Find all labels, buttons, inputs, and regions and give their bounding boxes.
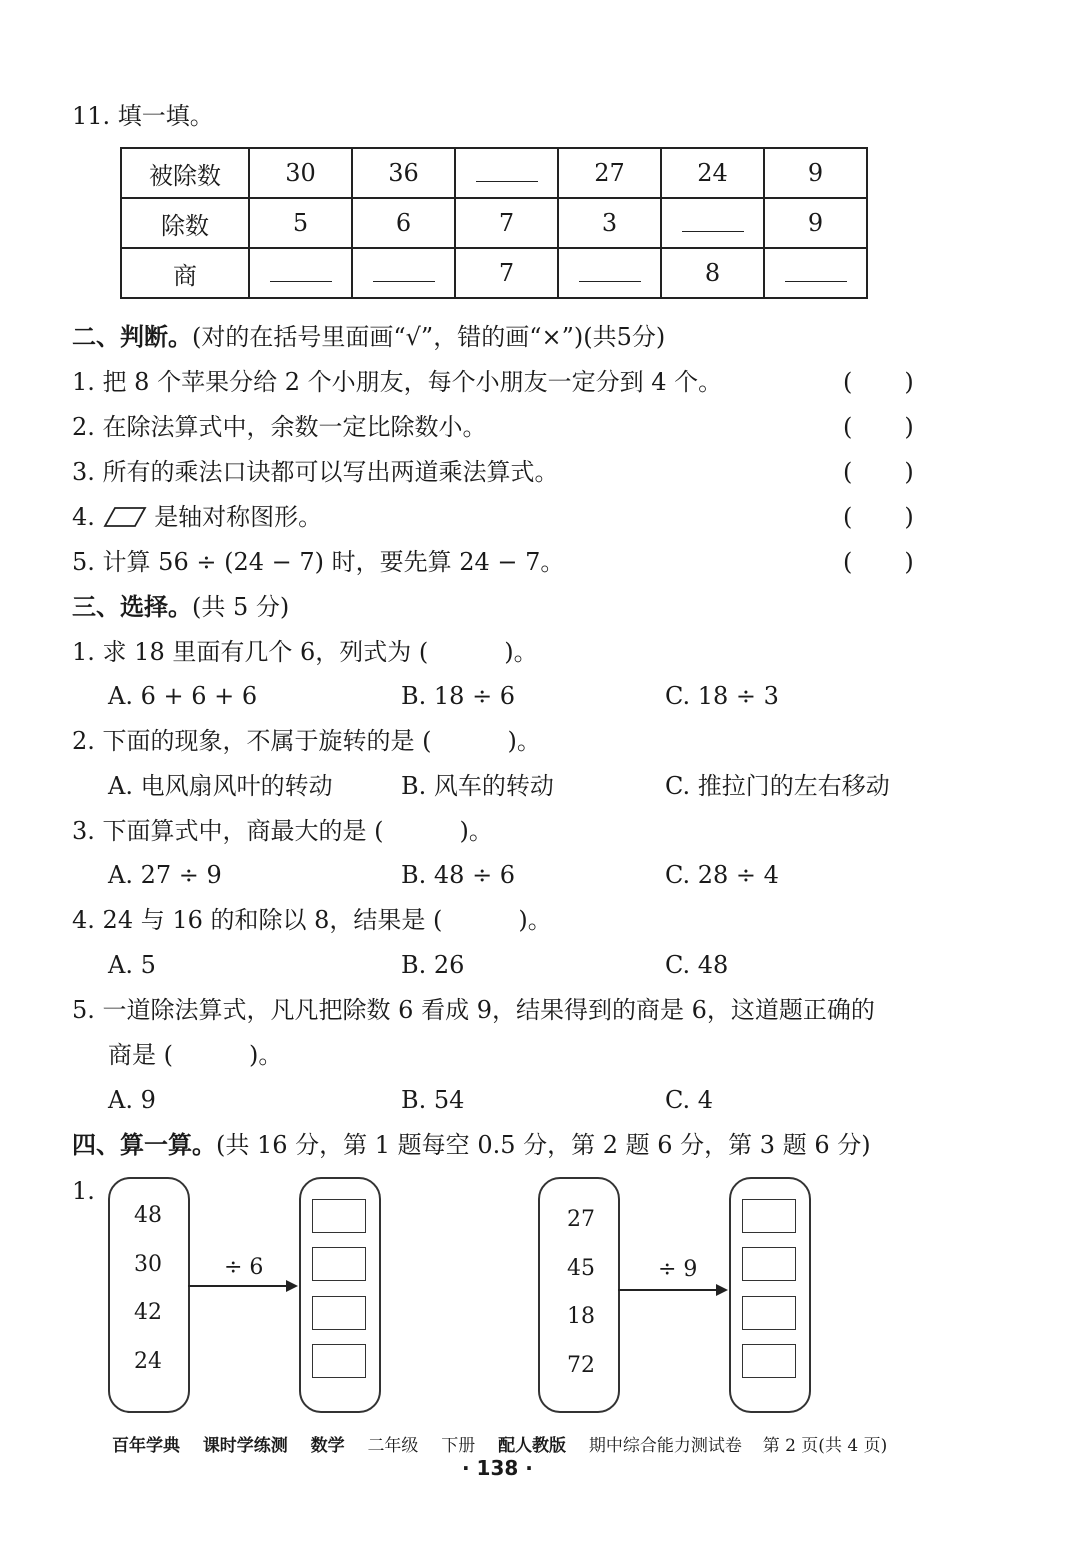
footer-line [112,1431,887,1456]
input-number: 45 [567,1256,595,1281]
answer-box[interactable] [742,1296,796,1330]
answer-blank-cell[interactable] [764,248,867,298]
answer-paren[interactable]: ( ) [843,503,914,531]
input-number: 48 [134,1203,162,1228]
q11-title: 11. 填一填。 [72,102,214,130]
judge-item-3 [72,457,559,487]
choice-question-2: 2. 下面的现象，不属于旋转的是 ( )。 [72,727,541,755]
judge-item-4 [72,502,322,532]
row-label: 除数 [121,198,249,248]
answer-box[interactable] [742,1247,796,1281]
operation-label: ÷ 6 [224,1255,264,1280]
footer-subject: 数学 [310,1436,345,1456]
section2-title: 二、判断。 [72,323,192,351]
choice-question-5-cont: 商是 ( )。 [108,1041,283,1069]
parallelogram-icon [103,505,147,529]
arrow-right-icon [188,1278,300,1294]
choice-question-4: 4. 24 与 16 的和除以 8，结果是 ( )。 [72,906,552,934]
answer-blank-cell[interactable] [558,248,661,298]
option-c[interactable]: C. 4 [665,1086,714,1114]
footer-test-name: 期中综合能力测试卷 [588,1436,742,1456]
input-number: 72 [567,1353,595,1378]
answer-box[interactable] [742,1199,796,1233]
table-cell: 5 [249,198,352,248]
option-c[interactable]: C. 48 [665,951,729,979]
answer-paren[interactable]: ( ) [843,458,914,486]
footer-grade: 二年级 [367,1436,419,1456]
row-label: 被除数 [121,148,249,198]
option-b[interactable]: B. 26 [401,951,465,979]
answer-box[interactable] [312,1199,366,1233]
operation-label: ÷ 9 [658,1257,698,1282]
option-a[interactable]: A. 电风扇风叶的转动 [108,772,333,800]
answer-blank[interactable] [373,259,435,282]
table-cell: 30 [249,148,352,198]
footer-edition: 配人教版 [498,1436,567,1456]
table-cell: 8 [661,248,764,298]
answer-blank[interactable] [579,259,641,282]
section2-heading [72,322,665,352]
answer-box[interactable] [312,1296,366,1330]
answer-blank[interactable] [682,209,744,232]
item-text: 是轴对称图形。 [154,503,323,531]
choice-question-5: 5. 一道除法算式，凡凡把除数 6 看成 9，结果得到的商是 6，这道题正确的 [72,996,875,1024]
section3-points: (共 5 分) [192,593,290,621]
answer-box[interactable] [312,1247,366,1281]
page-number: · 138 · [462,1456,533,1480]
section4-points: (共 16 分，第 1 题每空 0.5 分，第 2 题 6 分，第 3 题 6 分) [216,1131,871,1159]
option-a[interactable]: A. 9 [108,1086,156,1114]
table-cell: 3 [558,198,661,248]
answer-box[interactable] [742,1344,796,1378]
item-text: 所有的乘法口诀都可以写出两道乘法算式。 [102,458,559,486]
section3-title: 三、选择。 [72,593,192,621]
table-cell: 9 [764,198,867,248]
footer-series: 课时学练测 [202,1436,288,1456]
choice-question-1: 1. 求 18 里面有几个 6，列式为 ( )。 [72,638,538,666]
input-number: 42 [134,1300,162,1325]
table-cell: 36 [352,148,455,198]
option-a[interactable]: A. 5 [108,951,156,979]
answer-blank[interactable] [270,259,332,282]
answer-blank[interactable] [476,159,538,182]
option-b[interactable]: B. 风车的转动 [401,772,554,800]
item-text: 在除法算式中，余数一定比除数小。 [102,413,487,441]
table-cell: 7 [455,198,558,248]
option-c[interactable]: C. 推拉门的左右移动 [665,772,890,800]
section4-title: 四、算一算。 [72,1131,216,1159]
option-b[interactable]: B. 18 ÷ 6 [401,682,516,710]
option-a[interactable]: A. 6 + 6 + 6 [108,682,258,710]
option-c[interactable]: C. 28 ÷ 4 [665,861,779,889]
option-b[interactable]: B. 54 [401,1086,465,1114]
item-number: 1. [72,368,95,396]
judge-item-1 [72,367,722,397]
section4-heading [72,1130,871,1160]
answer-blank-cell[interactable] [661,198,764,248]
input-number: 30 [134,1252,162,1277]
table-row [121,148,867,198]
answer-blank-cell[interactable] [455,148,558,198]
answer-paren[interactable]: ( ) [843,413,914,441]
section3-heading [72,592,289,622]
judge-item-2 [72,412,487,442]
table-cell: 7 [455,248,558,298]
item-number: 3. [72,458,95,486]
option-a[interactable]: A. 27 ÷ 9 [108,861,222,889]
table-cell: 9 [764,148,867,198]
fill-table [120,147,868,299]
choice-question-3: 3. 下面算式中，商最大的是 ( )。 [72,817,493,845]
option-c[interactable]: C. 18 ÷ 3 [665,682,779,710]
answer-blank-cell[interactable] [249,248,352,298]
footer-volume: 下册 [441,1436,476,1456]
input-number: 27 [567,1207,595,1232]
item-number: 4. [72,503,95,531]
table-cell: 6 [352,198,455,248]
answer-paren[interactable]: ( ) [843,548,914,576]
section4-q1-number: 1. [72,1177,95,1205]
item-number: 5. [72,548,95,576]
answer-blank-cell[interactable] [352,248,455,298]
table-cell: 27 [558,148,661,198]
input-number: 18 [567,1304,595,1329]
table-cell: 24 [661,148,764,198]
item-number: 2. [72,413,95,441]
footer-brand: 百年学典 [112,1436,180,1456]
judge-item-5 [72,547,564,577]
input-number: 24 [134,1349,162,1374]
table-row [121,248,867,298]
section2-instructions: (对的在括号里面画“√”，错的画“×”)(共5分) [192,323,666,351]
arrow-right-icon [618,1282,730,1298]
answer-box[interactable] [312,1344,366,1378]
table-row [121,198,867,248]
footer-page-info: 第 2 页(共 4 页) [762,1436,888,1456]
answer-blank[interactable] [785,259,847,282]
item-text: 计算 56 ÷ (24 − 7) 时，要先算 24 − 7。 [102,548,565,576]
option-b[interactable]: B. 48 ÷ 6 [401,861,516,889]
answer-paren[interactable]: ( ) [843,368,914,396]
item-text: 把 8 个苹果分给 2 个小朋友，每个小朋友一定分到 4 个。 [102,368,723,396]
row-label: 商 [121,248,249,298]
